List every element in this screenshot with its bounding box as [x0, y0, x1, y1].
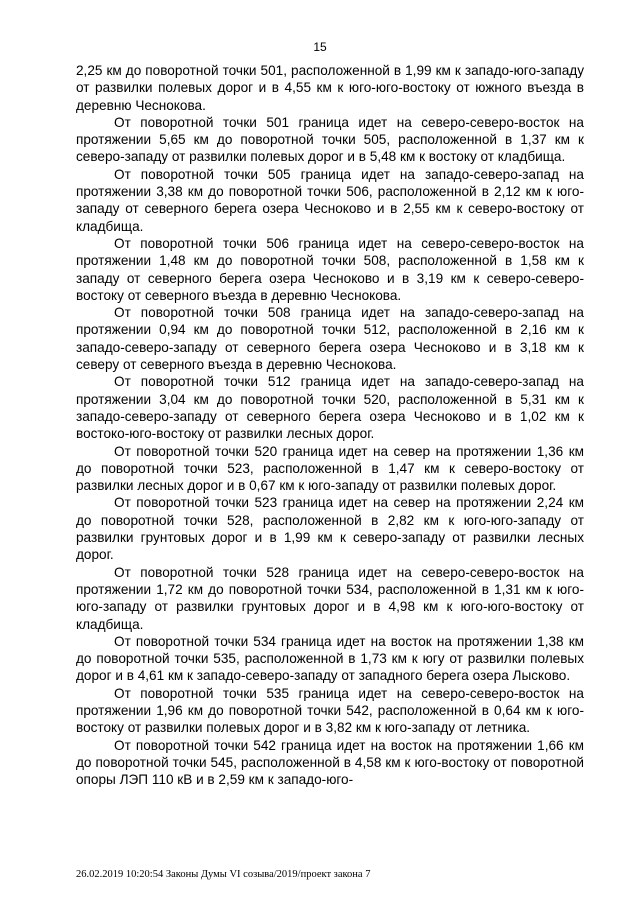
paragraph-5: От поворотной точки 508 граница идет на западо-северо-запад на протяжении 0,94 км до поворотной точки 512, расположенной в 2,16 км к западо-северо-западу от северного берега озера Чесноково и в 3,18 км к северу от северного въезда в деревню Чеснокова.	[76, 305, 584, 373]
document-body	[76, 62, 584, 788]
paragraph-8: От поворотной точки 523 граница идет на север на протяжении 2,24 км до поворотной точки 528, расположенной в 2,82 км к юго-юго-западу от развилки грунтовых дорог и в 1,99 км к северо-западу от развилки лесных дорог.	[76, 495, 584, 563]
page-number: 15	[313, 40, 327, 54]
paragraph-10: От поворотной точки 534 граница идет на восток на протяжении 1,38 км до поворотной точки 535, расположенной в 1,73 км к югу от развилки полевых дорог и в 4,61 км к западо-северо-западу от западного берега озера Лысково.	[76, 633, 584, 684]
paragraph-6: От поворотной точки 512 граница идет на западо-северо-запад на протяжении 3,04 км до поворотной точки 520, расположенной в 5,31 км к западо-северо-западу от северного берега озера Чесноково и в 1,02 км к востоко-юго-востоку от развилки лесных дорог.	[76, 374, 584, 442]
paragraph-11: От поворотной точки 535 граница идет на северо-северо-восток на протяжении 1,96 км до поворотной точки 542, расположенной в 0,64 км к юго-востоку от развилки полевых дорог и в 3,82 км к юго-западу от летника.	[76, 685, 584, 736]
paragraph-4: От поворотной точки 506 граница идет на северо-северо-восток на протяжении 1,48 км до поворотной точки 508, расположенной в 1,58 км к западу от северного берега озера Чесноково и в 3,19 км к северо-северо-востоку от северного въезда в деревню Чеснокова.	[76, 235, 584, 303]
paragraph-3: От поворотной точки 505 граница идет на западо-северо-запад на протяжении 3,38 км до поворотной точки 506, расположенной в 2,12 км к юго-западу от северного берега озера Чесноково и в 2,55 км к северо-востоку от кладбища.	[76, 166, 584, 234]
paragraph-12: От поворотной точки 542 граница идет на восток на протяжении 1,66 км до поворотной точки 545, расположенной в 4,58 км к юго-востоку от поворотной опоры ЛЭП 110 кВ и в 2,59 км к западо-юго-	[76, 737, 584, 788]
paragraph-1: 2,25 км до поворотной точки 501, расположенной в 1,99 км к западо-юго-западу от развилки полевых дорог и в 4,55 км к юго-юго-востоку от южного въезда в деревню Чеснокова.	[76, 63, 584, 113]
footer-document-info: 26.02.2019 10:20:54 Законы Думы VI созыва/2019/проект закона 7	[76, 869, 371, 880]
paragraph-7: От поворотной точки 520 граница идет на север на протяжении 1,36 км до поворотной точки 523, расположенной в 1,47 км к северо-востоку от развилки лесных дорог и в 0,67 км к юго-западу от развилки полевых дорог.	[76, 443, 584, 494]
paragraph-9: От поворотной точки 528 граница идет на северо-северо-восток на протяжении 1,72 км до поворотной точки 534, расположенной в 1,31 км к юго-юго-западу от развилки грунтовых дорог и в 4,98 км к юго-юго-востоку от кладбища.	[76, 564, 584, 632]
paragraph-2: От поворотной точки 501 граница идет на северо-северо-восток на протяжении 5,65 км до поворотной точки 505, расположенной в 1,37 км к северо-западу от развилки полевых дорог и в 5,48 км к востоку от кладбища.	[76, 114, 584, 165]
